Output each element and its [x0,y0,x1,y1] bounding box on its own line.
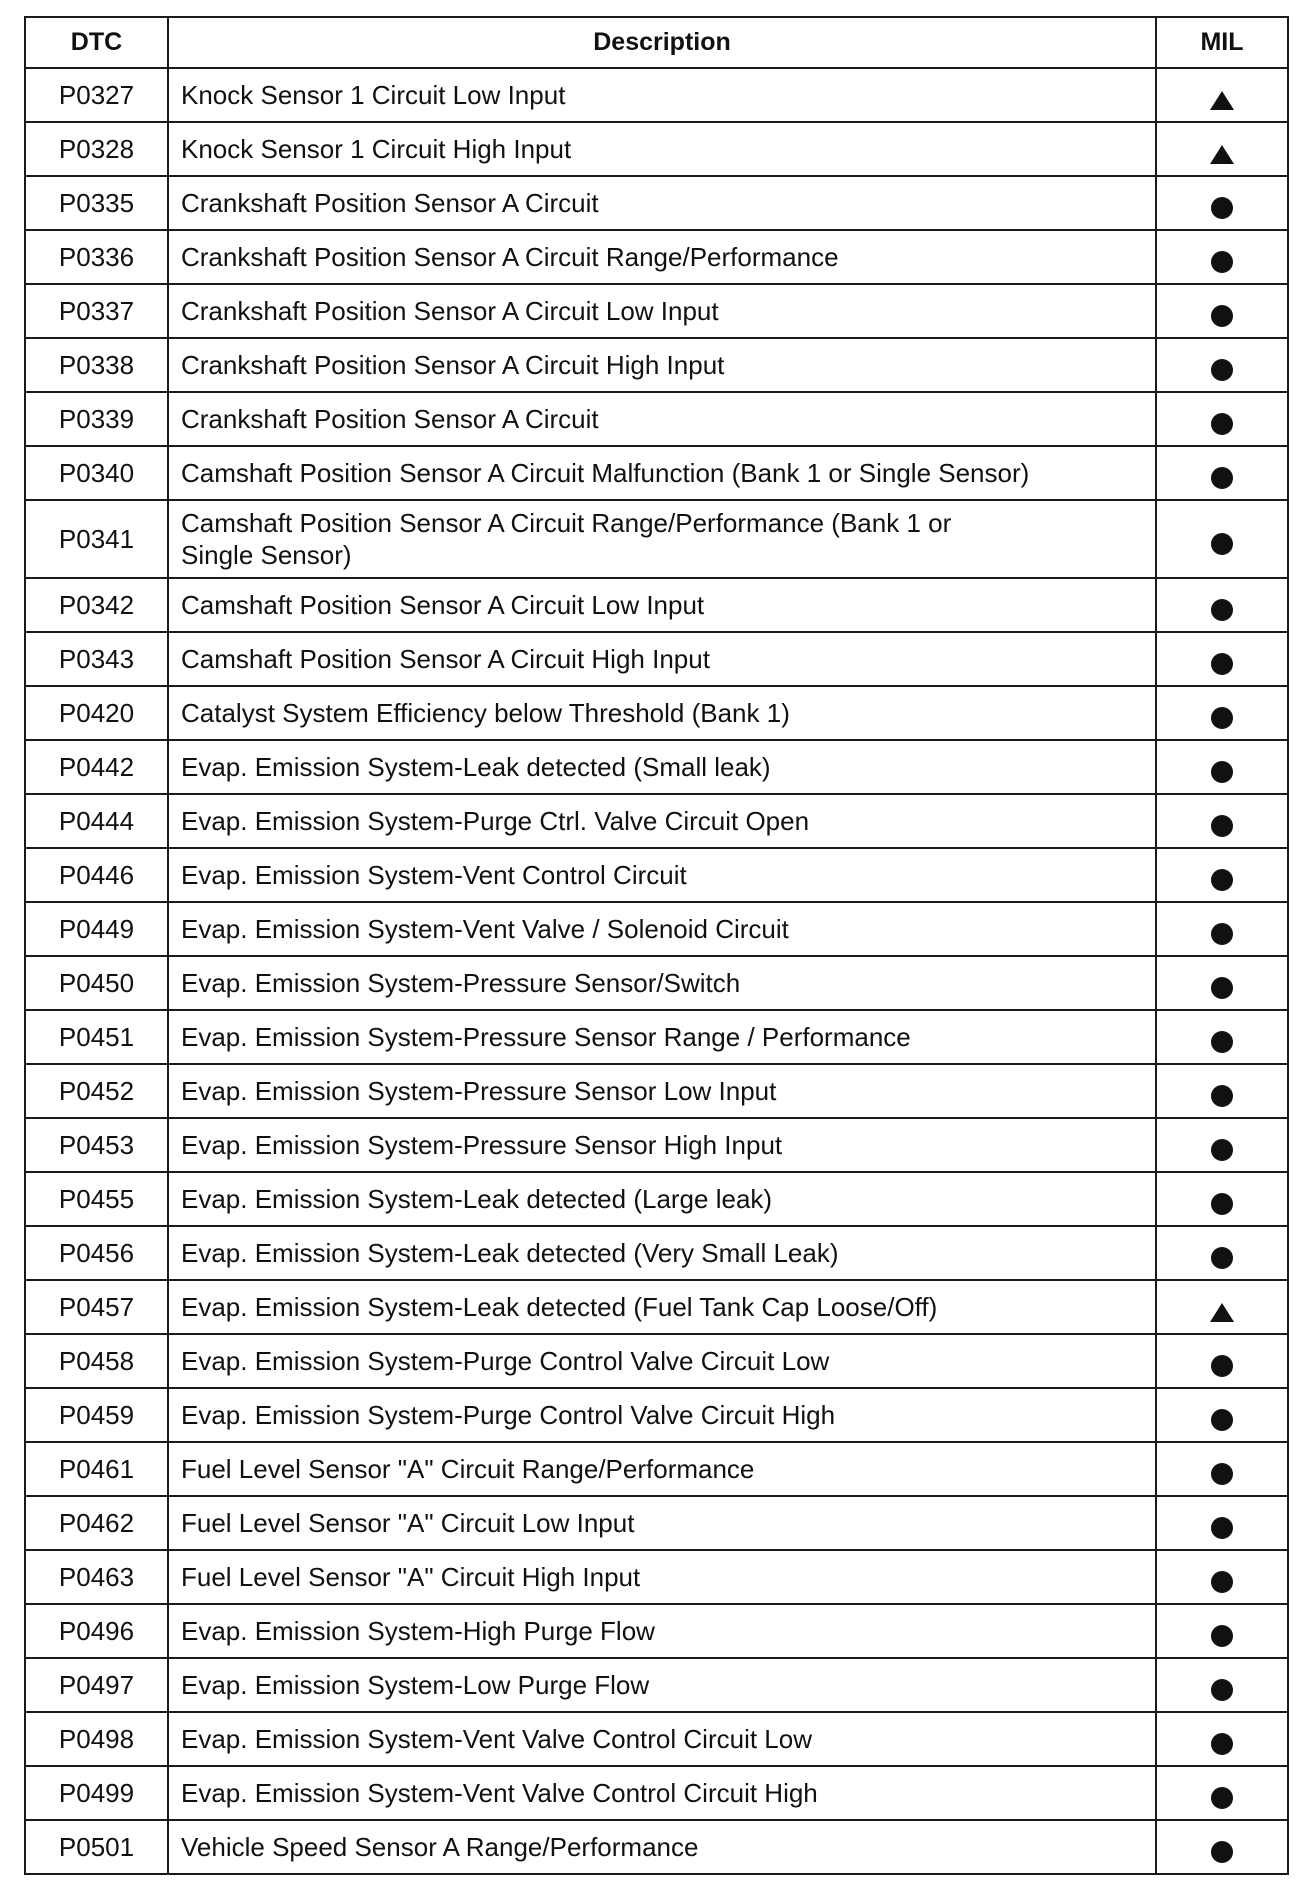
table-row [25,1172,1288,1226]
mil-cell [1156,1118,1288,1172]
dtc-code: P0337 [25,284,168,338]
dtc-code: P0463 [25,1550,168,1604]
dtc-code: P0342 [25,578,168,632]
table-row [25,446,1288,500]
circle-icon [1211,1679,1233,1701]
dtc-code: P0456 [25,1226,168,1280]
mil-cell [1156,68,1288,122]
dtc-code: P0336 [25,230,168,284]
dtc-description: Evap. Emission System-Vent Valve Control Circuit Low [168,1712,1156,1766]
mil-cell [1156,902,1288,956]
mil-cell [1156,1280,1288,1334]
table-header [25,17,1288,68]
table-row [25,176,1288,230]
header-mil: MIL [1156,17,1288,68]
table-row [25,1496,1288,1550]
table-row [25,1118,1288,1172]
table-row [25,500,1288,578]
table-row [25,1550,1288,1604]
circle-icon [1211,251,1233,273]
dtc-code: P0497 [25,1658,168,1712]
mil-cell [1156,632,1288,686]
dtc-description: Evap. Emission System-Pressure Sensor/Switch [168,956,1156,1010]
dtc-description: Evap. Emission System-Leak detected (Large leak) [168,1172,1156,1226]
table-row [25,1442,1288,1496]
mil-cell [1156,1442,1288,1496]
table-row [25,794,1288,848]
circle-icon [1211,1571,1233,1593]
dtc-description: Evap. Emission System-Purge Control Valve Circuit Low [168,1334,1156,1388]
dtc-description: Camshaft Position Sensor A Circuit High Input [168,632,1156,686]
circle-icon [1211,707,1233,729]
dtc-description: Crankshaft Position Sensor A Circuit Low Input [168,284,1156,338]
dtc-description: Camshaft Position Sensor A Circuit Malfunction (Bank 1 or Single Sensor) [168,446,1156,500]
table-row [25,284,1288,338]
mil-cell [1156,1334,1288,1388]
circle-icon [1211,1733,1233,1755]
table-row [25,1658,1288,1712]
table-row [25,1766,1288,1820]
dtc-description: Fuel Level Sensor "A" Circuit High Input [168,1550,1156,1604]
table-row [25,392,1288,446]
dtc-code: P0499 [25,1766,168,1820]
dtc-description: Evap. Emission System-Leak detected (Very Small Leak) [168,1226,1156,1280]
dtc-code: P0449 [25,902,168,956]
circle-icon [1211,467,1233,489]
mil-cell [1156,1712,1288,1766]
circle-icon [1211,197,1233,219]
circle-icon [1211,413,1233,435]
dtc-description: Knock Sensor 1 Circuit High Input [168,122,1156,176]
mil-cell [1156,338,1288,392]
dtc-code: P0459 [25,1388,168,1442]
circle-icon [1211,359,1233,381]
dtc-description: Evap. Emission System-Vent Valve Control Circuit High [168,1766,1156,1820]
dtc-description: Crankshaft Position Sensor A Circuit Range/Performance [168,230,1156,284]
circle-icon [1211,923,1233,945]
table-row [25,68,1288,122]
circle-icon [1211,1247,1233,1269]
mil-cell [1156,1820,1288,1874]
dtc-description: Evap. Emission System-Vent Control Circuit [168,848,1156,902]
dtc-description: Crankshaft Position Sensor A Circuit [168,176,1156,230]
circle-icon [1211,599,1233,621]
circle-icon [1211,1085,1233,1107]
table-row [25,578,1288,632]
dtc-code: P0327 [25,68,168,122]
dtc-description: Camshaft Position Sensor A Circuit Range/Performance (Bank 1 or Single Sensor) [168,500,1156,578]
table-row [25,956,1288,1010]
table-row [25,848,1288,902]
mil-cell [1156,1172,1288,1226]
dtc-code: P0498 [25,1712,168,1766]
header-description: Description [168,17,1156,68]
dtc-code: P0444 [25,794,168,848]
dtc-code: P0328 [25,122,168,176]
table-row [25,1604,1288,1658]
dtc-description: Evap. Emission System-Pressure Sensor Range / Performance [168,1010,1156,1064]
mil-cell [1156,392,1288,446]
mil-cell [1156,1604,1288,1658]
dtc-description: Catalyst System Efficiency below Threshold (Bank 1) [168,686,1156,740]
dtc-table [24,16,1289,1875]
triangle-icon [1210,91,1234,110]
dtc-description: Evap. Emission System-High Purge Flow [168,1604,1156,1658]
dtc-code: P0461 [25,1442,168,1496]
mil-cell [1156,1550,1288,1604]
dtc-code: P0451 [25,1010,168,1064]
mil-cell [1156,1496,1288,1550]
dtc-code: P0335 [25,176,168,230]
dtc-description: Fuel Level Sensor "A" Circuit Range/Performance [168,1442,1156,1496]
circle-icon [1211,977,1233,999]
dtc-code: P0458 [25,1334,168,1388]
dtc-description: Evap. Emission System-Purge Control Valve Circuit High [168,1388,1156,1442]
table-row [25,1064,1288,1118]
circle-icon [1211,1409,1233,1431]
circle-icon [1211,815,1233,837]
dtc-code: P0450 [25,956,168,1010]
dtc-description: Evap. Emission System-Low Purge Flow [168,1658,1156,1712]
circle-icon [1211,1355,1233,1377]
triangle-icon [1210,145,1234,164]
dtc-description: Evap. Emission System-Vent Valve / Solenoid Circuit [168,902,1156,956]
dtc-code: P0455 [25,1172,168,1226]
table-row [25,1226,1288,1280]
dtc-description: Camshaft Position Sensor A Circuit Low Input [168,578,1156,632]
circle-icon [1211,533,1233,555]
mil-cell [1156,956,1288,1010]
table-row [25,1712,1288,1766]
table-row [25,902,1288,956]
table-row [25,1388,1288,1442]
circle-icon [1211,1625,1233,1647]
table-row [25,740,1288,794]
dtc-description: Evap. Emission System-Pressure Sensor High Input [168,1118,1156,1172]
dtc-code: P0452 [25,1064,168,1118]
table-row [25,686,1288,740]
dtc-code: P0462 [25,1496,168,1550]
dtc-code: P0453 [25,1118,168,1172]
mil-cell [1156,230,1288,284]
mil-cell [1156,500,1288,578]
dtc-code: P0501 [25,1820,168,1874]
circle-icon [1211,1463,1233,1485]
table-row [25,1334,1288,1388]
dtc-description: Evap. Emission System-Leak detected (Fuel Tank Cap Loose/Off) [168,1280,1156,1334]
circle-icon [1211,1841,1233,1863]
mil-cell [1156,122,1288,176]
circle-icon [1211,1787,1233,1809]
dtc-code: P0338 [25,338,168,392]
dtc-description: Crankshaft Position Sensor A Circuit [168,392,1156,446]
header-dtc: DTC [25,17,168,68]
dtc-code: P0340 [25,446,168,500]
circle-icon [1211,653,1233,675]
circle-icon [1211,1193,1233,1215]
table-row [25,632,1288,686]
header-row [25,17,1288,68]
dtc-code: P0343 [25,632,168,686]
dtc-code: P0442 [25,740,168,794]
mil-cell [1156,686,1288,740]
dtc-description: Evap. Emission System-Pressure Sensor Low Input [168,1064,1156,1118]
table-row [25,1010,1288,1064]
table-body [25,68,1288,1874]
table-row [25,122,1288,176]
table-row [25,1280,1288,1334]
dtc-description: Crankshaft Position Sensor A Circuit High Input [168,338,1156,392]
mil-cell [1156,1388,1288,1442]
circle-icon [1211,761,1233,783]
mil-cell [1156,794,1288,848]
circle-icon [1211,305,1233,327]
mil-cell [1156,446,1288,500]
dtc-description: Evap. Emission System-Leak detected (Small leak) [168,740,1156,794]
mil-cell [1156,578,1288,632]
mil-cell [1156,848,1288,902]
triangle-icon [1210,1303,1234,1322]
dtc-description: Vehicle Speed Sensor A Range/Performance [168,1820,1156,1874]
dtc-code: P0341 [25,500,168,578]
mil-cell [1156,176,1288,230]
dtc-code: P0457 [25,1280,168,1334]
dtc-code: P0446 [25,848,168,902]
table-row [25,338,1288,392]
mil-cell [1156,1064,1288,1118]
mil-cell [1156,1658,1288,1712]
mil-cell [1156,1010,1288,1064]
circle-icon [1211,1139,1233,1161]
mil-cell [1156,1766,1288,1820]
mil-cell [1156,1226,1288,1280]
dtc-description: Knock Sensor 1 Circuit Low Input [168,68,1156,122]
dtc-code: P0496 [25,1604,168,1658]
table-row [25,230,1288,284]
mil-cell [1156,740,1288,794]
circle-icon [1211,1517,1233,1539]
dtc-description: Evap. Emission System-Purge Ctrl. Valve Circuit Open [168,794,1156,848]
dtc-code: P0339 [25,392,168,446]
table-row [25,1820,1288,1874]
dtc-code: P0420 [25,686,168,740]
mil-cell [1156,284,1288,338]
circle-icon [1211,1031,1233,1053]
dtc-description: Fuel Level Sensor "A" Circuit Low Input [168,1496,1156,1550]
circle-icon [1211,869,1233,891]
